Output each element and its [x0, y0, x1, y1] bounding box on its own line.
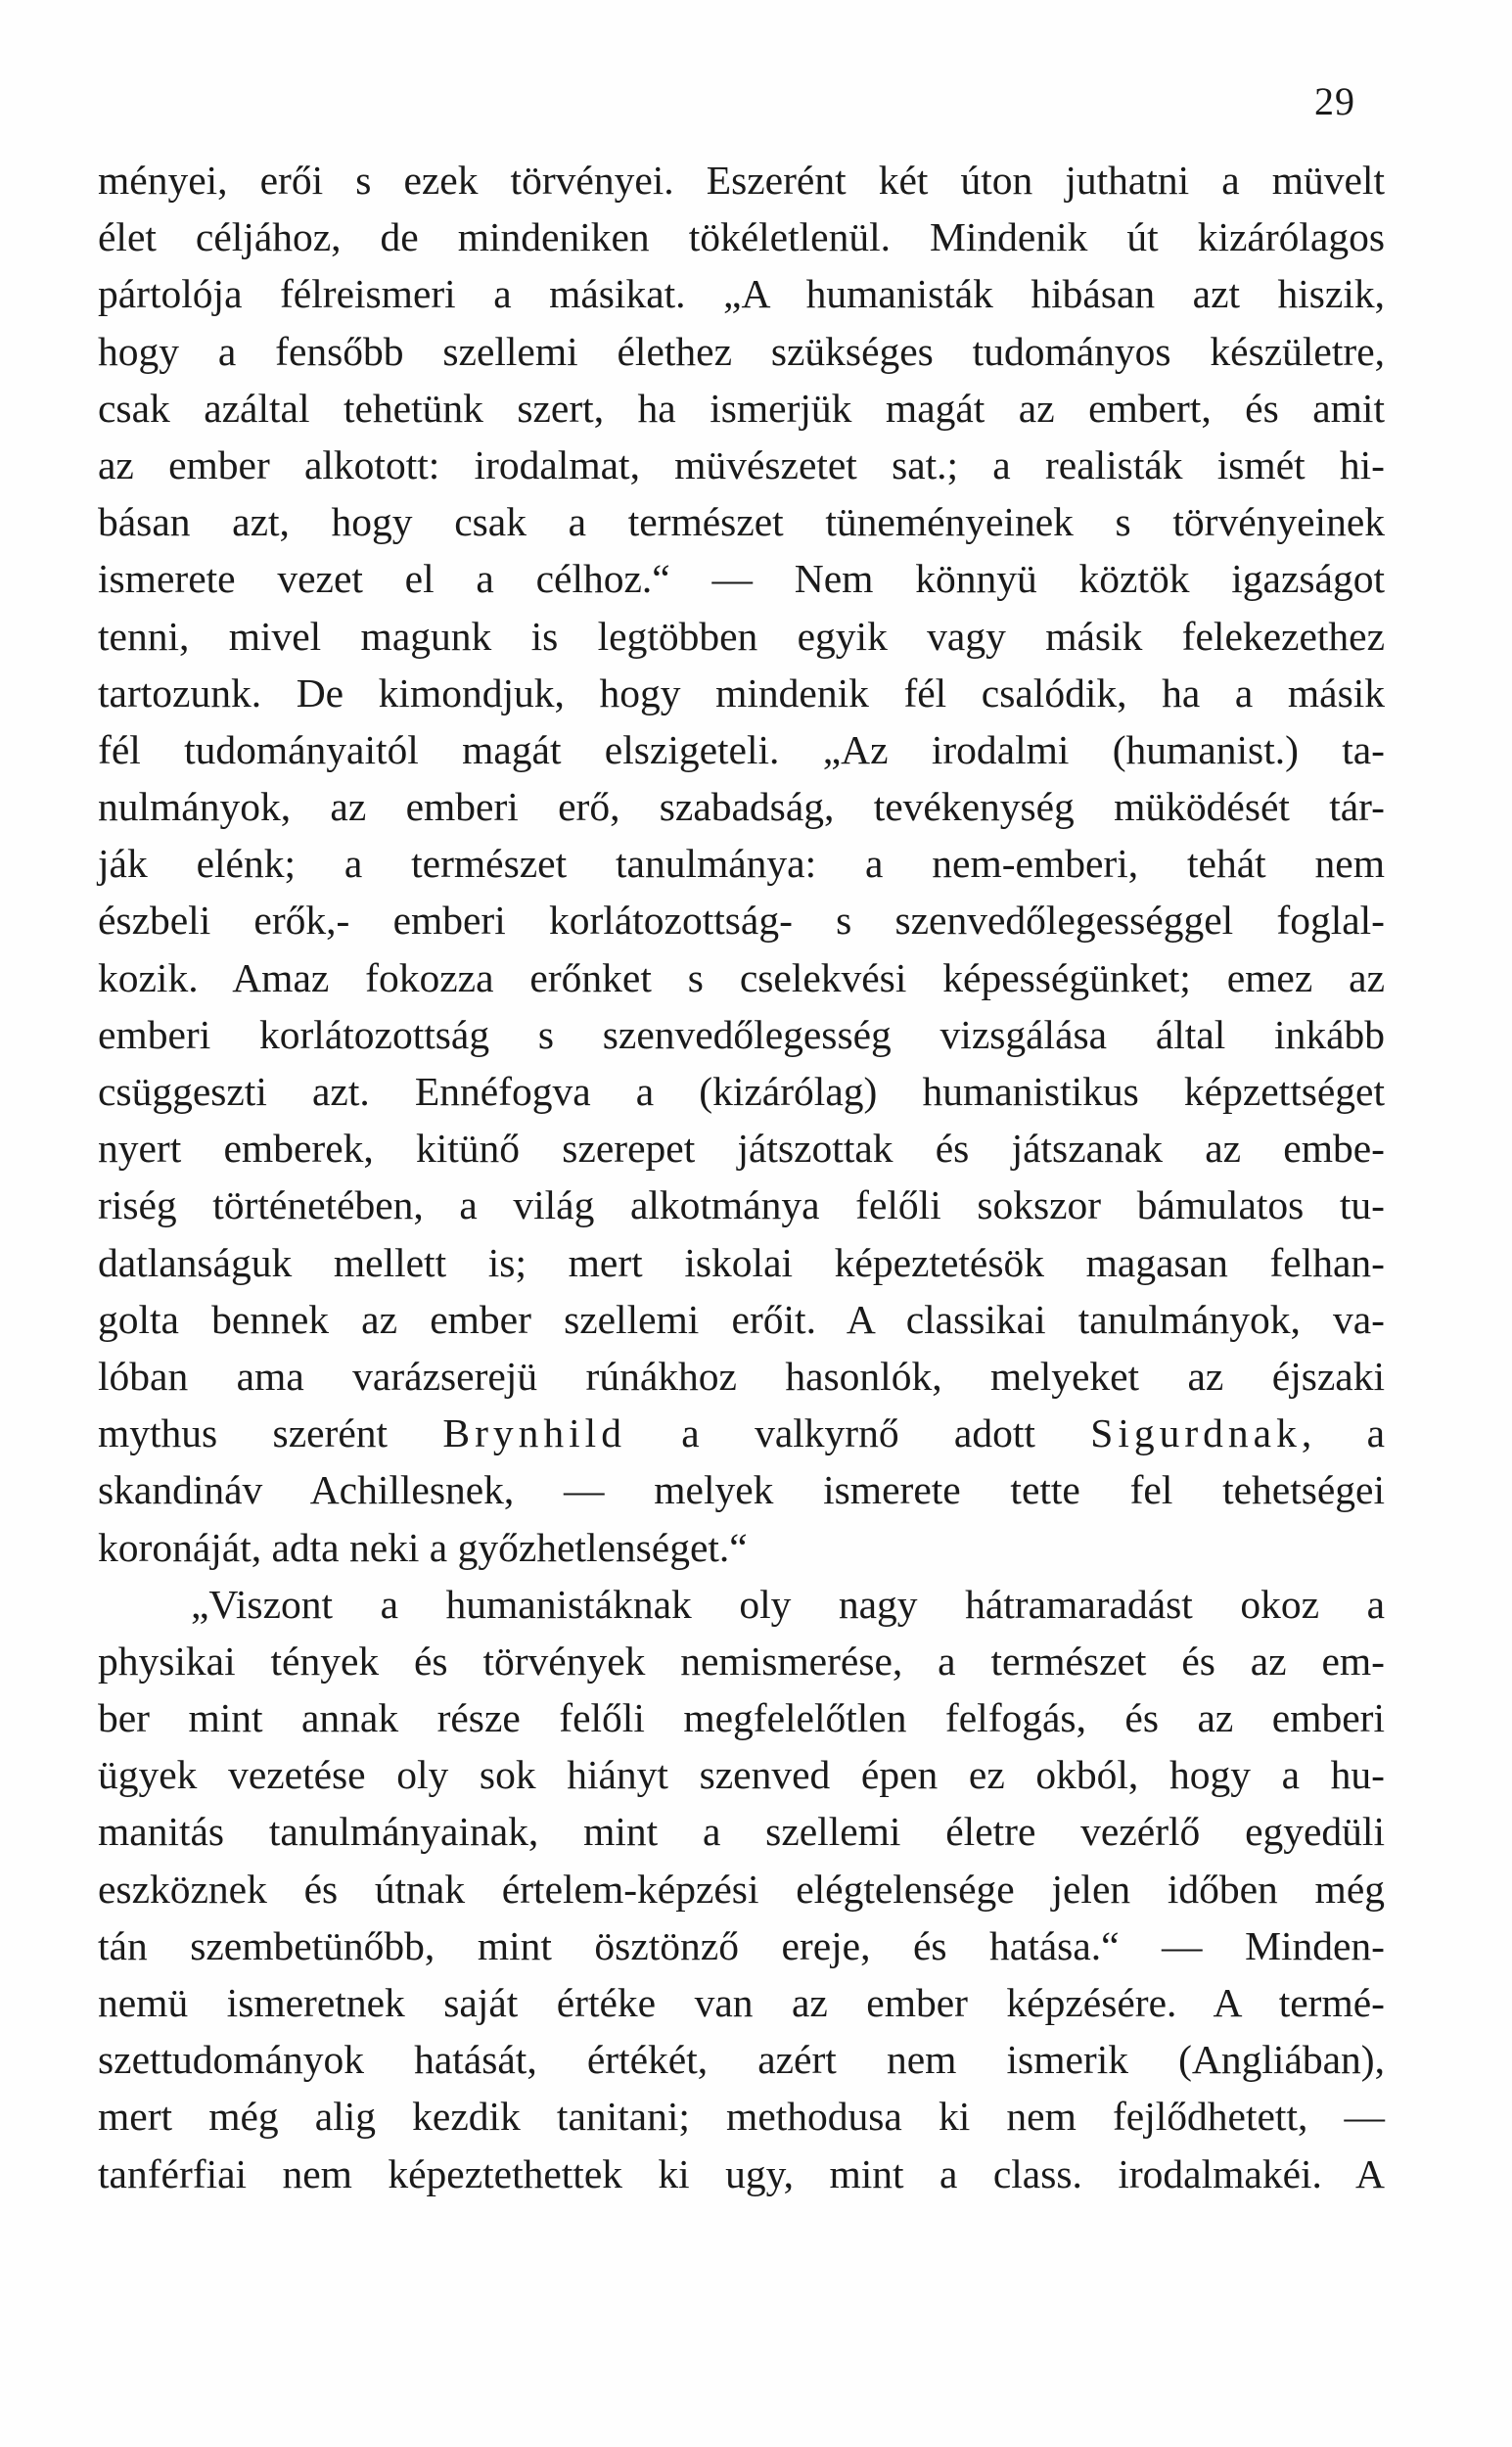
- text-line: ügyek vezetése oly sok hiányt szenved épen ez okból, hogy a hu-: [98, 1752, 1385, 1798]
- text-line: emberi korlátozottság s szenvedőlegesség vizsgálása által inkább: [98, 1011, 1385, 1057]
- text-line: tanférfiai nem képeztethettek ki ugy, mint a class. irodalmakéi. A: [98, 2150, 1385, 2196]
- name-brynhild: Brynhild: [442, 1410, 626, 1456]
- text-line: nemü ismeretnek saját értéke van az ember képzésére. A termé-: [98, 1980, 1385, 2025]
- text-line: básan azt, hogy csak a természet tüneményeinek s törvényeinek: [98, 499, 1385, 545]
- text-line: golta bennek az ember szellemi erőit. A classikai tanulmányok, va-: [98, 1296, 1385, 1342]
- text-line: tartozunk. De kimondjuk, hogy mindenik fél csalódik, ha a másik: [98, 669, 1385, 716]
- text-line: csak azáltal tehetünk szert, ha ismerjük magát az embert, és amit: [98, 385, 1385, 431]
- text-segment: , a: [1301, 1410, 1385, 1456]
- page-number: 29: [1314, 79, 1355, 123]
- text-line-names: [98, 1405, 1385, 1461]
- text-line: csüggeszti azt. Ennéfogva a (kizárólag) humanistikus képzettséget: [98, 1069, 1385, 1114]
- text-line: szettudományok hatását, értékét, azért nem ismerik (Angliában),: [98, 2037, 1385, 2083]
- text-line: ják elénk; a természet tanulmánya: a nem-emberi, tehát nem: [98, 841, 1385, 887]
- text-line: nyert emberek, kitünő szerepet játszottak és játszanak az embe-: [98, 1126, 1385, 1172]
- text-line: riség történetében, a világ alkotmánya felőli sokszor bámulatos tu-: [98, 1182, 1385, 1228]
- text-line: tán szembetünőbb, mint ösztönző ereje, és hatása.“ — Minden-: [98, 1922, 1385, 1968]
- text-line: fél tudományaitól magát elszigeteli. „Az irodalmi (humanist.) ta-: [98, 726, 1385, 772]
- text-line: ismerete vezet el a célhoz.“ — Nem könnyü köztök igazságot: [98, 556, 1385, 602]
- text-line: nulmányok, az emberi erő, szabadság, tevékenység müködését tár-: [98, 784, 1385, 830]
- text-line: élet céljához, de mindeniken tökéletlenül. Mindenik út kizárólagos: [98, 214, 1385, 260]
- text-line: manitás tanulmányainak, mint a szellemi életre vezérlő egyedüli: [98, 1809, 1385, 1855]
- text-line: pártolója félreismeri a másikat. „A humanisták hibásan azt hiszik,: [98, 271, 1385, 317]
- text-line: tenni, mivel magunk is legtöbben egyik vagy másik felekezethez: [98, 613, 1385, 659]
- text-segment: a valkyrnő adott: [625, 1410, 1091, 1456]
- text-line: lóban ama varázserejü rúnákhoz hasonlók, melyeket az éjszaki: [98, 1353, 1385, 1399]
- text-line: skandináv Achillesnek, — melyek ismerete tette fel tehetségei: [98, 1467, 1385, 1513]
- text-line: eszköznek és útnak értelem-képzési elégtelensége jelen időben még: [98, 1866, 1385, 1912]
- paragraph-start-line: „Viszont a humanistáknak oly nagy hátramaradást okoz a: [191, 1581, 1385, 1627]
- text-segment: mythus szerént: [98, 1410, 443, 1456]
- page-text: [98, 152, 1385, 2202]
- name-sigurdnak: Sigurdnak: [1090, 1410, 1302, 1456]
- text-line: az ember alkotott: irodalmat, müvészetet sat.; a realisták ismét hi-: [98, 441, 1385, 487]
- text-line: észbeli erők,- emberi korlátozottság- s szenvedőlegességgel foglal-: [98, 898, 1385, 944]
- text-line: hogy a fensőbb szellemi élethez szükséges tudományos készületre,: [98, 328, 1385, 374]
- text-line: koronáját, adta neki a győzhetlenséget.“: [98, 1524, 748, 1570]
- text-line: datlanságuk mellett is; mert iskolai képeztetésök magasan felhan-: [98, 1239, 1385, 1285]
- text-line: mert még alig kezdik tanitani; methodusa ki nem fejlődhetett, —: [98, 2094, 1385, 2140]
- text-line: kozik. Amaz fokozza erőnket s cselekvési képességünket; emez az: [98, 954, 1385, 1000]
- text-line: ményei, erői s ezek törvényei. Eszerént két úton juthatni a müvelt: [98, 158, 1385, 203]
- text-line: ber mint annak része felőli megfelelőtlen felfogás, és az emberi: [98, 1695, 1385, 1741]
- text-line: physikai tények és törvények nemismerése, a természet és az em-: [98, 1638, 1385, 1684]
